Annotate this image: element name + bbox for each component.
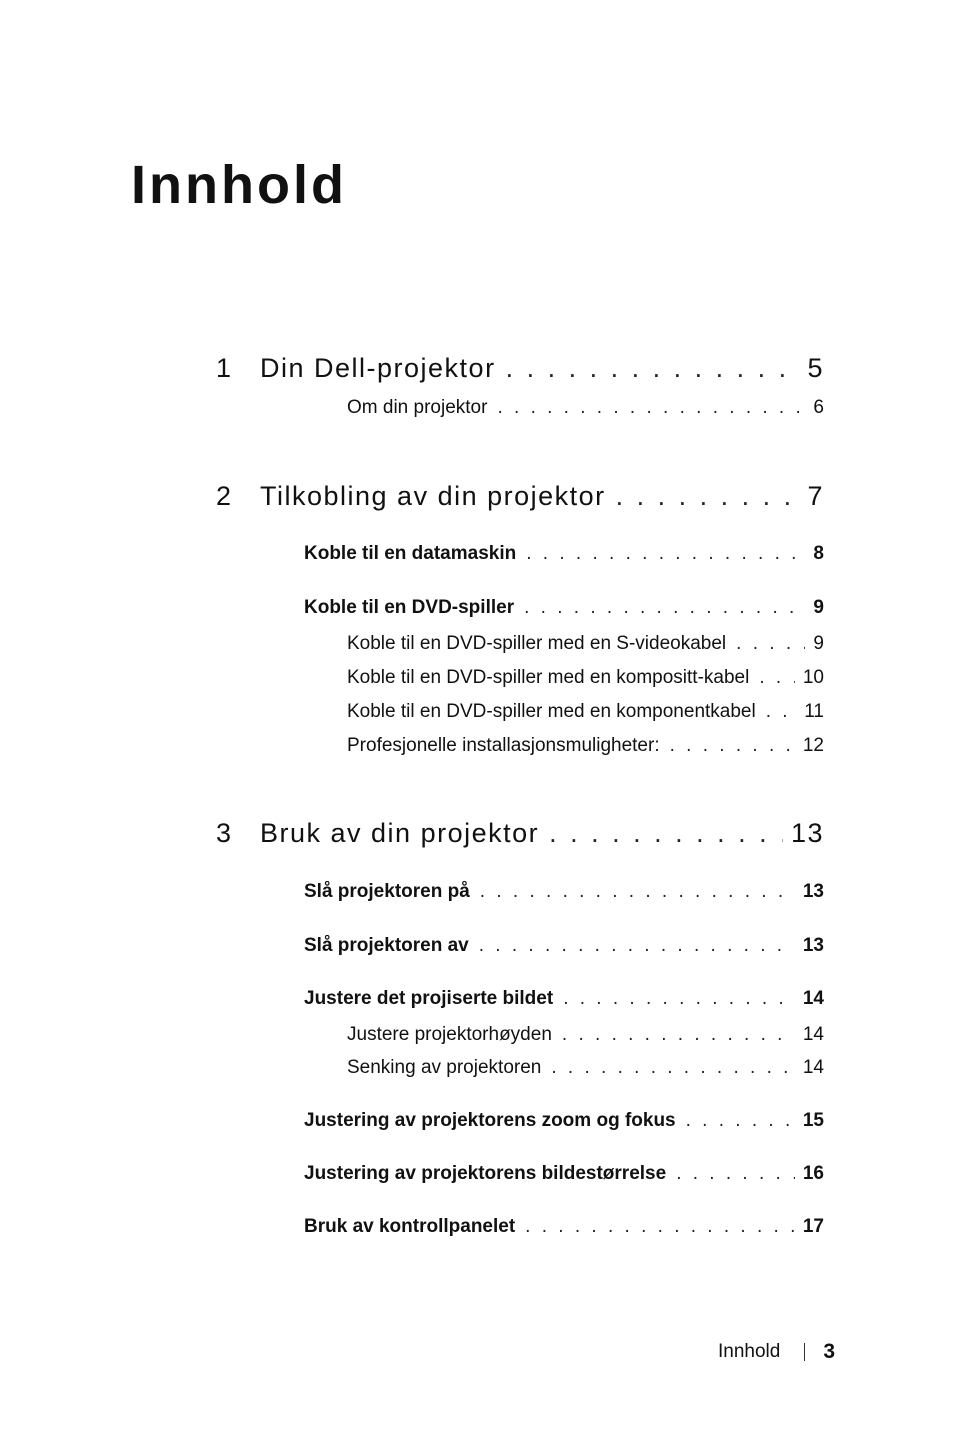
section-title: Justering av projektorens bildestørrelse	[304, 1163, 667, 1184]
subsection-title: Koble til en DVD-spiller med en kompositt-kabel	[347, 667, 750, 688]
section-title: Koble til en datamaskin	[304, 543, 517, 564]
dot-leader	[666, 1163, 795, 1185]
dot-leader	[552, 1024, 795, 1046]
dot-leader	[487, 397, 805, 419]
dot-leader	[553, 988, 795, 1010]
dot-leader	[469, 935, 795, 957]
chapter-number: 2	[216, 481, 233, 511]
page-number: 14	[802, 1024, 824, 1045]
page-number: 17	[802, 1216, 824, 1237]
chapter-title: Tilkobling av din projektor	[260, 481, 606, 511]
subsection-title: Profesjonelle installasjonsmuligheter:	[347, 735, 660, 756]
page-number: 7	[807, 481, 824, 511]
dot-leader	[515, 1216, 795, 1238]
toc-section-koble-datamaskin[interactable]	[304, 543, 824, 565]
dot-leader	[676, 1110, 795, 1132]
page-number: 10	[802, 667, 824, 688]
section-title: Justere det projiserte bildet	[304, 988, 554, 1009]
page-number: 15	[802, 1110, 824, 1131]
dot-leader	[496, 353, 800, 384]
section-title: Bruk av kontrollpanelet	[304, 1216, 516, 1237]
toc-subsection-kompositt-kabel[interactable]	[347, 667, 824, 689]
dot-leader	[516, 543, 805, 565]
page-number: 12	[802, 735, 824, 756]
subsection-title: Koble til en DVD-spiller med en komponentkabel	[347, 701, 756, 722]
chapter-title: Din Dell-projektor	[260, 353, 496, 383]
dot-leader	[660, 735, 795, 757]
page-number: 11	[804, 701, 824, 722]
toc-section-justere-bildet[interactable]	[304, 988, 824, 1010]
chapter-number: 3	[216, 818, 233, 848]
dot-leader	[749, 667, 795, 689]
toc-subsection-om-din-projektor[interactable]	[347, 397, 824, 419]
toc-chapter-3[interactable]	[216, 818, 824, 849]
page-number: 9	[813, 633, 824, 654]
dot-leader	[470, 881, 795, 903]
dot-leader	[514, 597, 805, 619]
subsection-title: Senking av projektoren	[347, 1057, 542, 1078]
page-number: 14	[802, 988, 824, 1009]
dot-leader	[756, 701, 797, 723]
toc-subsection-senking[interactable]	[347, 1057, 824, 1079]
page-number: 5	[807, 353, 824, 383]
page-title: Innhold	[131, 155, 347, 215]
toc-section-sla-pa[interactable]	[304, 881, 824, 903]
page-number: 13	[790, 818, 824, 848]
page-number: 9	[813, 597, 824, 618]
section-title: Slå projektoren på	[304, 881, 470, 902]
toc-subsection-installasjon[interactable]	[347, 735, 824, 757]
subsection-title: Om din projektor	[347, 397, 488, 418]
section-title: Justering av projektorens zoom og fokus	[304, 1110, 676, 1131]
page-number: 14	[802, 1057, 824, 1078]
toc-chapter-1[interactable]	[216, 353, 824, 384]
footer-label: Innhold	[717, 1341, 781, 1362]
toc-section-koble-dvd[interactable]	[304, 597, 824, 619]
toc-chapter-2[interactable]	[216, 481, 824, 512]
section-title: Slå projektoren av	[304, 935, 469, 956]
toc-subsection-komponentkabel[interactable]	[347, 701, 824, 723]
toc-subsection-s-videokabel[interactable]	[347, 633, 824, 655]
dot-leader	[606, 481, 800, 512]
chapter-number: 1	[216, 353, 233, 383]
page-number: 13	[802, 935, 824, 956]
page-number: 16	[802, 1163, 824, 1184]
subsection-title: Koble til en DVD-spiller med en S-videokabel	[347, 633, 727, 654]
footer-page-number: 3	[823, 1340, 835, 1363]
dot-leader	[541, 1057, 795, 1079]
toc-section-zoom-fokus[interactable]	[304, 1110, 824, 1132]
page-number: 6	[813, 397, 824, 418]
subsection-title: Justere projektorhøyden	[347, 1024, 552, 1045]
section-title: Koble til en DVD-spiller	[304, 597, 515, 618]
toc-section-kontrollpanelet[interactable]	[304, 1216, 824, 1238]
footer-divider	[804, 1343, 805, 1361]
page-number: 8	[813, 543, 824, 564]
toc-section-sla-av[interactable]	[304, 935, 824, 957]
toc-subsection-projektorhoyden[interactable]	[347, 1024, 824, 1046]
page-number: 13	[802, 881, 824, 902]
toc-section-bildestorrelse[interactable]	[304, 1163, 824, 1185]
page-footer	[718, 1340, 835, 1364]
dot-leader	[726, 633, 805, 655]
chapter-title: Bruk av din projektor	[260, 818, 540, 848]
dot-leader	[539, 818, 783, 849]
